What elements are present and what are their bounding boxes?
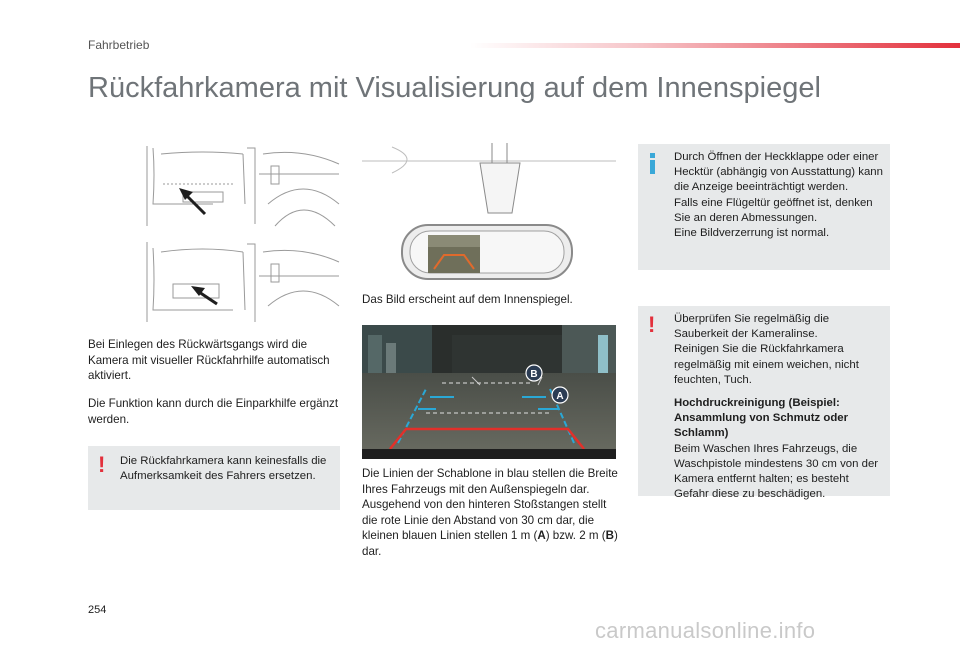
page-title: Rückfahrkamera mit Visualisierung auf dem Innenspiegel bbox=[88, 72, 821, 104]
watermark: carmanualsonline.info bbox=[595, 618, 816, 643]
warning-exclamation-icon: ! bbox=[648, 312, 656, 337]
cleaning-warning-text bbox=[674, 312, 886, 502]
label-b: B bbox=[605, 529, 614, 543]
page-number: 254 bbox=[88, 604, 107, 616]
van-rear-illustration-2 bbox=[143, 240, 341, 324]
info-box-text bbox=[674, 150, 886, 241]
cleaning-text-2: Reinigen Sie die Rückfahrkamera regelmäßig mit einem weichen, nicht feuchten, Tuch. bbox=[674, 343, 859, 386]
blue-lines-text: Die Linien der Schablone in blau stellen die Breite Ihres Fahrzeugs mit den Außenspiegeln dar. bbox=[362, 467, 618, 496]
activation-paragraph: Bei Einlegen des Rückwärtsgangs wird die Kamera mit visueller Rückfahrhilfe automatisch aktiviert. bbox=[88, 338, 330, 383]
cleaning-text-3: Beim Waschen Ihres Fahrzeugs, die Waschpistole mindestens 30 cm von der Kamera entfernt halten; es besteht Gefahr diese zu beschädigen. bbox=[674, 442, 879, 501]
info-line-1: Durch Öffnen der Heckklappe oder einer Hecktür (abhängig von Ausstattung) kann die Anzeige beeinträchtigt werden. bbox=[674, 151, 883, 194]
section-label: Fahrbetrieb bbox=[88, 38, 150, 52]
warning-text: Die Rückfahrkamera kann keinesfalls die Aufmerksamkeit des Fahrers ersetzen. bbox=[120, 455, 327, 483]
high-pressure-heading: Hochdruckreinigung (Beispiel: Ansammlung von Schmutz oder Schlamm) bbox=[674, 397, 849, 440]
marker-a bbox=[552, 387, 568, 403]
park-assist-paragraph: Die Funktion kann durch die Einparkhilfe ergänzt werden. bbox=[88, 397, 339, 426]
mirror-caption: Das Bild erscheint auf dem Innenspiegel. bbox=[362, 293, 573, 306]
distance-text-part-2: ) bzw. 2 m ( bbox=[545, 529, 606, 543]
marker-b bbox=[526, 365, 542, 381]
svg-text:B: B bbox=[530, 369, 538, 380]
info-line-2: Falls eine Flügeltür geöffnet ist, denken Sie an deren Abmessungen. bbox=[674, 196, 873, 224]
pointer-arrow-icon bbox=[191, 286, 217, 304]
distance-text-part-1: Ausgehend von den hinteren Stoßstangen stellt die rote Linie den Abstand von 30 cm dar, die kleinen blauen Linien stellen 1 m ( bbox=[362, 498, 607, 543]
svg-text:A: A bbox=[556, 391, 564, 402]
distance-text bbox=[362, 497, 620, 559]
distance-text-part-3: ) dar. bbox=[362, 529, 618, 558]
info-line-3: Eine Bildverzerrung ist normal. bbox=[674, 227, 830, 240]
warning-exclamation-icon: ! bbox=[98, 452, 106, 477]
warning-box-attention bbox=[88, 446, 340, 510]
template-lines-description bbox=[362, 466, 620, 560]
cleaning-text-1: Überprüfen Sie regelmäßig die Sauberkeit der Kameralinse. bbox=[674, 313, 830, 341]
rear-camera-view-image bbox=[362, 325, 616, 459]
van-rear-illustration-1 bbox=[143, 144, 341, 228]
interior-mirror-illustration bbox=[362, 143, 616, 288]
info-icon bbox=[650, 153, 655, 174]
warning-box-cleaning bbox=[638, 306, 890, 501]
label-a: A bbox=[537, 529, 546, 543]
info-box bbox=[638, 144, 890, 270]
header-accent-bar bbox=[470, 43, 960, 48]
